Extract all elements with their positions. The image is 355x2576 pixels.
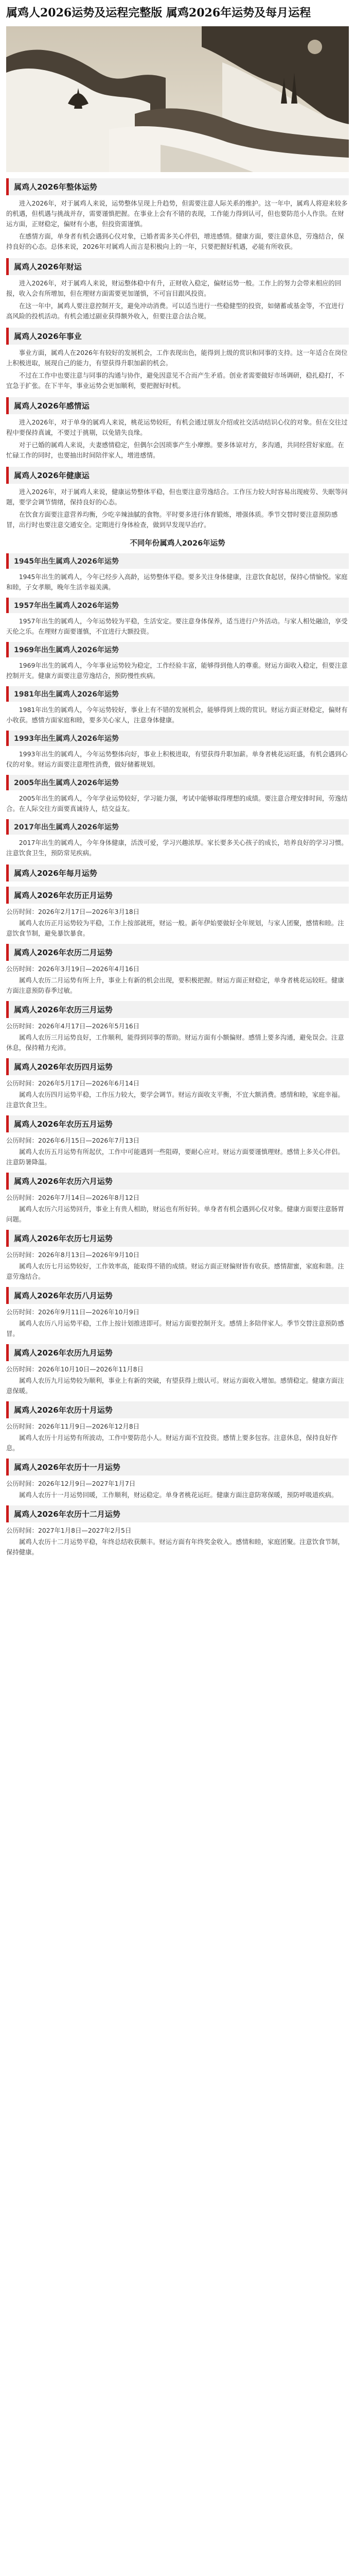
month-time xyxy=(6,907,349,917)
section-paragraph: 不过在工作中也要注意与同事的沟通与协作，避免因意见不合而产生矛盾。创业者需要做好市场调研，稳扎稳打，不宜急于扩张。在下半年，事业运势会更加顺利，要把握好时机。 xyxy=(6,371,344,389)
months-heading: 属鸡人2026年每月运势 xyxy=(6,865,349,882)
month-heading: 属鸡人2026年农历三月运势 xyxy=(6,1001,349,1018)
month-paragraph: 属鸡人农历二月运势有所上升，事业上有新的机会出现，要积极把握。财运方面正财稳定，单身者桃花运较旺。健康方面注意预防春季过敏。 xyxy=(6,976,344,994)
month-time-value: 2026年2月17日—2026年3月18日 xyxy=(38,908,140,916)
year-section xyxy=(6,598,349,637)
section-paragraph: 在饮食方面要注意营养均衡，少吃辛辣油腻的食物。平时要多进行体育锻炼，增强体质。季节交替时要注意预防感冒，出行时也要注意交通安全。定期进行身体检查，做到早发现早治疗。 xyxy=(6,511,338,529)
month-heading: 属鸡人2026年农历五月运势 xyxy=(6,1115,349,1132)
hero-ink-painting xyxy=(6,26,349,172)
year-section xyxy=(6,642,349,681)
month-section xyxy=(6,1173,349,1225)
month-heading: 属鸡人2026年农历二月运势 xyxy=(6,944,349,961)
month-section xyxy=(6,887,349,939)
year-section xyxy=(6,731,349,770)
month-paragraph: 属鸡人农历十一月运势回暖，工作顺利，财运稳定。单身者桃花运旺。健康方面注意防寒保暖，预防呼吸道疾病。 xyxy=(19,1491,338,1499)
article-title: 属鸡人2026运势及运程完整版 属鸡2026年运势及每月运程 xyxy=(6,6,311,20)
month-section xyxy=(6,1001,349,1053)
month-paragraph: 属鸡人农历九月运势较为顺利，事业上有新的突破，有望获得上级认可。财运方面收入增加。感情稳定。健康方面注意保暖。 xyxy=(6,1377,344,1395)
month-section xyxy=(6,1401,349,1453)
fortune-section xyxy=(6,258,349,321)
year-section xyxy=(6,686,349,725)
month-time-label: 公历时间： xyxy=(6,1194,38,1201)
month-time-label: 公历时间： xyxy=(6,1308,38,1316)
year-section xyxy=(6,819,349,858)
year-paragraph: 2017年出生的属鸡人，今年身体健康，活泼可爱，学习兴趣浓厚。家长要多关心孩子的成长，培养良好的学习习惯。注意饮食卫生，预防常见疾病。 xyxy=(6,839,348,857)
fortune-section xyxy=(6,178,349,252)
month-section xyxy=(6,1058,349,1110)
fortune-section xyxy=(6,397,349,461)
month-time-label: 公历时间： xyxy=(6,1137,38,1144)
month-time xyxy=(6,1078,349,1089)
month-paragraph: 属鸡人农历六月运势回升，事业上有贵人相助，财运也有所好转。单身者有机会遇到心仪对象。健康方面要注意肠胃问题。 xyxy=(6,1205,344,1223)
section-paragraph: 进入2026年，对于属鸡人来说，运势整体呈现上升趋势，但需要注意人际关系的维护。这一年中，属鸡人将迎来较多的机遇，但机遇与挑战并存，需要谨慎把握。在事业上会有不错的表现，工作能力得到认可，但也要防范小人作祟。在财运方面，正财稳定，偏财有小惠，但投资需谨慎。 xyxy=(6,199,348,228)
month-heading: 属鸡人2026年农历八月运势 xyxy=(6,1287,349,1304)
section-heading: 属鸡人2026年感情运 xyxy=(6,397,349,414)
month-heading: 属鸡人2026年农历七月运势 xyxy=(6,1230,349,1247)
month-time-value: 2027年1月8日—2027年2月5日 xyxy=(38,1527,132,1534)
year-paragraph: 1945年出生的属鸡人，今年已经步入高龄，运势整体平稳。要多关注身体健康，注意饮食起居，保持心情愉悦。家庭和睦，子女孝顺，晚年生活幸福美满。 xyxy=(6,573,348,591)
month-time xyxy=(6,1193,349,1203)
month-time xyxy=(6,1021,349,1031)
section-paragraph: 进入2026年，对于属鸡人来说，健康运势整体平稳，但也要注意劳逸结合。工作压力较大时容易出现疲劳、失眠等问题，要学会调节情绪，保持良好的心态。 xyxy=(6,488,348,506)
year-paragraph: 2005年出生的属鸡人，今年学业运势较好，学习能力强，考试中能够取得理想的成绩。要注意合理安排时间，劳逸结合。在人际交往方面要真诚待人，结交益友。 xyxy=(6,794,348,812)
month-section xyxy=(6,944,349,996)
month-section xyxy=(6,1459,349,1500)
year-heading: 2005年出生属鸡人2026年运势 xyxy=(6,775,349,790)
month-time xyxy=(6,1307,349,1317)
month-time xyxy=(6,1250,349,1260)
month-time-value: 2026年4月17日—2026年5月16日 xyxy=(38,1022,140,1030)
year-heading: 1957年出生属鸡人2026年运势 xyxy=(6,598,349,613)
month-section xyxy=(6,1115,349,1167)
month-time-label: 公历时间： xyxy=(6,1480,38,1487)
fortune-section xyxy=(6,467,349,530)
section-paragraph: 进入2026年，对于单身的属鸡人来说，桃花运势较旺，有机会通过朋友介绍或社交活动结识心仪的对象。但在交往过程中要保持真诚，不要过于挑剔，以免错失良缘。 xyxy=(6,418,348,436)
month-paragraph: 属鸡人农历十月运势有所波动，工作中要防范小人。财运方面不宜投资。感情上要多包容。注意休息，保持良好作息。 xyxy=(6,1434,338,1452)
month-time-value: 2026年10月10日—2026年11月8日 xyxy=(38,1365,144,1373)
month-time xyxy=(6,1421,349,1432)
year-sections xyxy=(6,553,349,858)
month-heading: 属鸡人2026年农历四月运势 xyxy=(6,1058,349,1075)
section-paragraph: 事业方面，属鸡人在2026年有较好的发展机会，工作表现出色，能得到上级的赏识和同事的支持。这一年适合在岗位上积极进取，展现自己的能力，有望获得升职加薪的机会。 xyxy=(6,349,348,367)
year-paragraph: 1969年出生的属鸡人，今年事业运势较为稳定，工作经验丰富，能够得到他人的尊重。财运方面收入稳定，但要注意控制开支。健康方面要注意劳逸结合，预防慢性疾病。 xyxy=(6,662,348,680)
section-heading: 属鸡人2026年健康运 xyxy=(6,467,349,484)
month-heading: 属鸡人2026年农历九月运势 xyxy=(6,1344,349,1361)
month-paragraph: 属鸡人农历五月运势有所起伏，工作中可能遇到一些阻碍，要耐心应对。财运方面要谨慎理财。感情上多关心伴侣。注意防暑降温。 xyxy=(6,1148,344,1166)
month-time-value: 2026年3月19日—2026年4月16日 xyxy=(38,965,140,973)
month-time-value: 2026年8月13日—2026年9月10日 xyxy=(38,1251,140,1259)
month-time-label: 公历时间： xyxy=(6,1527,38,1534)
month-section xyxy=(6,1505,349,1557)
month-heading: 属鸡人2026年农历十一月运势 xyxy=(6,1459,349,1476)
year-heading: 1945年出生属鸡人2026年运势 xyxy=(6,553,349,569)
month-time-label: 公历时间： xyxy=(6,1422,38,1430)
month-time-value: 2026年7月14日—2026年8月12日 xyxy=(38,1194,140,1201)
year-heading: 1993年出生属鸡人2026年运势 xyxy=(6,731,349,746)
year-heading: 1969年出生属鸡人2026年运势 xyxy=(6,642,349,657)
month-section xyxy=(6,1230,349,1282)
month-time-value: 2026年11月9日—2026年12月8日 xyxy=(38,1422,140,1430)
month-time-label: 公历时间： xyxy=(6,1365,38,1373)
year-section xyxy=(6,553,349,592)
month-time-label: 公历时间： xyxy=(6,965,38,973)
month-time xyxy=(6,1136,349,1146)
ink-landscape-image xyxy=(6,26,349,172)
month-time xyxy=(6,1479,349,1489)
month-time-value: 2026年6月15日—2026年7月13日 xyxy=(38,1137,140,1144)
month-time-label: 公历时间： xyxy=(6,1022,38,1030)
month-time-value: 2026年9月11日—2026年10月9日 xyxy=(38,1308,140,1316)
month-time-label: 公历时间： xyxy=(6,1251,38,1259)
month-section xyxy=(6,1344,349,1396)
section-paragraph: 在感情方面，单身者有机会遇到心仪对象，已婚者需多关心伴侣，增进感情。健康方面，要注意休息，劳逸结合，保持良好的心态。总体来说，2026年对属鸡人而言是积极向上的一年，只要把握好机遇，必能有所收获。 xyxy=(6,232,344,250)
month-paragraph: 属鸡人农历四月运势平稳，工作压力较大，要学会调节。财运方面收支平衡，不宜大额消费。感情和睦，家庭幸福。注意饮食卫生。 xyxy=(6,1091,344,1109)
month-paragraph: 属鸡人农历八月运势平稳，工作上按计划推进即可。财运方面要控制开支。感情上多陪伴家人。季节交替注意预防感冒。 xyxy=(6,1319,344,1337)
month-time-value: 2026年12月9日—2027年1月7日 xyxy=(38,1480,136,1487)
year-heading: 2017年出生属鸡人2026年运势 xyxy=(6,819,349,835)
month-sections xyxy=(6,887,349,1557)
month-time-value: 2026年5月17日—2026年6月14日 xyxy=(38,1079,140,1087)
section-paragraph: 对于已婚的属鸡人来说，夫妻感情稳定，但偶尔会因琐事产生小摩擦。要多体谅对方，多沟通，共同经营好家庭。在忙碌工作的同时，也要抽出时间陪伴家人，增进感情。 xyxy=(6,441,344,459)
month-section xyxy=(6,1287,349,1339)
year-section xyxy=(6,775,349,814)
month-paragraph: 属鸡人农历十二月运势平稳，年终总结收获颇丰。财运方面有年终奖金收入。感情和睦，家庭团聚。注意饮食节制，保持健康。 xyxy=(6,1538,344,1556)
month-time xyxy=(6,964,349,974)
month-time-label: 公历时间： xyxy=(6,1079,38,1087)
month-heading: 属鸡人2026年农历十二月运势 xyxy=(6,1505,349,1522)
month-heading: 属鸡人2026年农历正月运势 xyxy=(6,887,349,904)
year-heading: 1981年出生属鸡人2026年运势 xyxy=(6,686,349,702)
section-paragraph: 进入2026年，对于属鸡人来说，财运整体稳中有升，正财收入稳定，偏财运势一般。工作上的努力会带来相应的回报，收入会有所增加，但在理财方面需要更加谨慎，不可盲目跟风投资。 xyxy=(6,279,342,297)
section-paragraph: 在这一年中，属鸡人要注意控制开支，避免冲动消费。可以适当进行一些稳健型的投资，如储蓄或基金等，不宜进行高风险的投机活动。有机会通过副业获得额外收入，但要注意合法合规。 xyxy=(6,302,344,320)
section-heading: 属鸡人2026年整体运势 xyxy=(6,178,349,195)
month-heading: 属鸡人2026年农历十月运势 xyxy=(6,1401,349,1418)
month-paragraph: 属鸡人农历三月运势良好，工作顺利，能得到同事的帮助。财运方面有小额偏财。感情上要多沟通，避免误会。注意休息，保持精力充沛。 xyxy=(6,1033,344,1052)
month-paragraph: 属鸡人农历正月运势较为平稳，工作上按部就班，财运一般。新年伊始要做好全年规划，与家人团聚，感情和睦。注意饮食节制，避免暴饮暴食。 xyxy=(6,919,344,937)
year-paragraph: 1993年出生的属鸡人，今年运势整体向好，事业上积极进取，有望获得升职加薪。单身者桃花运旺盛，有机会遇到心仪的对象。财运方面要注意理性消费，做好储蓄规划。 xyxy=(6,750,348,768)
fortune-section xyxy=(6,328,349,391)
month-time xyxy=(6,1526,349,1536)
section-heading: 属鸡人2026年事业 xyxy=(6,328,349,345)
month-heading: 属鸡人2026年农历六月运势 xyxy=(6,1173,349,1190)
years-heading: 不同年份属鸡人2026年运势 xyxy=(130,539,225,548)
month-time xyxy=(6,1364,349,1375)
year-paragraph: 1981年出生的属鸡人，今年运势较好，事业上有不错的发展机会，能够得到上级的赏识。财运方面正财稳定，偏财有小收获。感情方面家庭和睦，要多关心家人，注意身体健康。 xyxy=(6,706,348,724)
month-time-label: 公历时间： xyxy=(6,908,38,916)
section-heading: 属鸡人2026年财运 xyxy=(6,258,349,275)
fortune-sections xyxy=(6,178,349,530)
month-paragraph: 属鸡人农历七月运势较好，工作效率高，能取得不错的成绩。财运方面正财偏财皆有收获。感情甜蜜，家庭和谐。注意劳逸结合。 xyxy=(6,1262,344,1280)
year-paragraph: 1957年出生的属鸡人，今年运势较为平稳，生活安定。要注意身体保养，适当进行户外活动。与家人相处融洽，享受天伦之乐。在理财方面要谨慎，不宜进行大额投资。 xyxy=(6,617,348,635)
